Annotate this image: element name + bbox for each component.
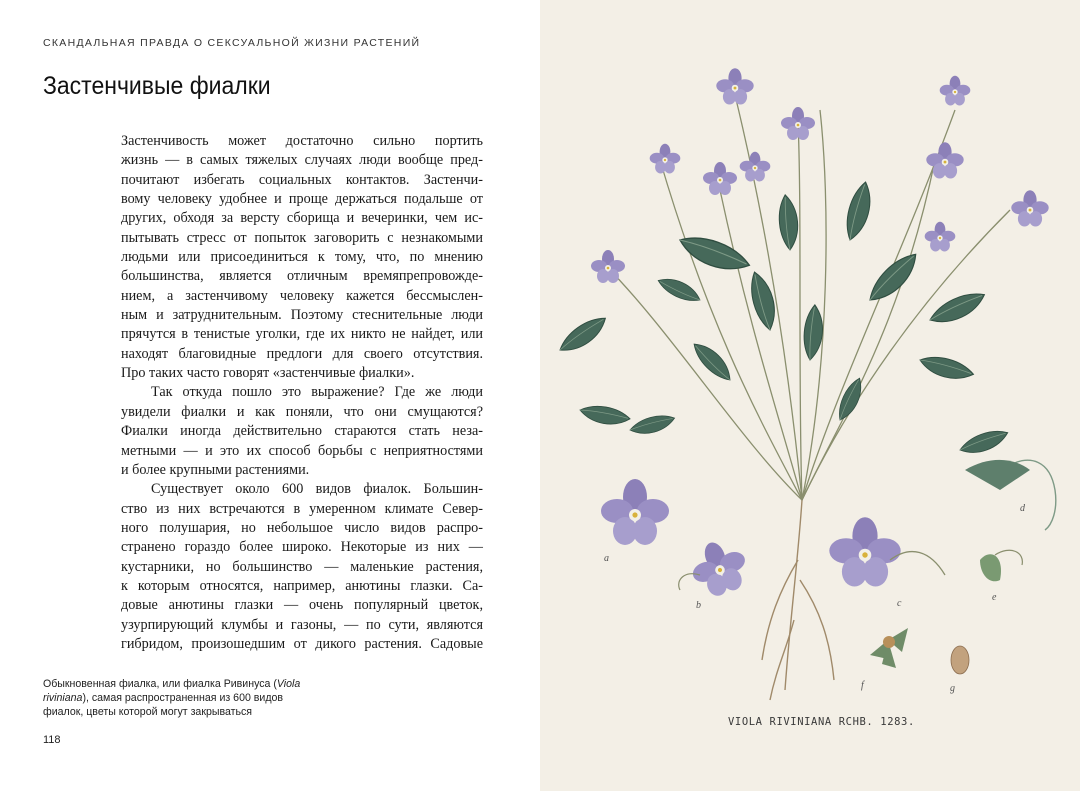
caption-line <box>43 691 284 705</box>
caption-text: Обыкновенная фиалка, или фиалка Ривинуса ( <box>43 678 277 690</box>
body-text <box>121 132 483 654</box>
detail-figure-c <box>829 517 945 586</box>
body-line: увидели фиалки и как поняли, что они смущаются? <box>121 403 483 420</box>
figure-letter-f: f <box>861 680 864 691</box>
leaves <box>555 180 1011 457</box>
flowers <box>591 68 1049 283</box>
body-line: прячутся в тенистые уголки, где их никто не найдет, или <box>121 326 483 343</box>
right-page <box>540 0 1080 791</box>
body-line: большинства, является отличным времяпрепровожде- <box>121 268 483 285</box>
body-line: Так откуда пошло это выражение? Где же люди <box>151 384 483 401</box>
body-line: жизнь — в самых тяжелых случаях люди вообще пред- <box>121 152 483 169</box>
body-line: узурпирующий клумбы и газоны, — по сути, являются <box>121 616 483 633</box>
body-line: почитают избегать социальных контактов. Застенчи- <box>121 171 483 188</box>
figure-caption <box>43 677 301 719</box>
detail-figure-g <box>951 646 969 674</box>
body-line: других, обходя за версту сборища и вечеринки, чем ис- <box>121 210 483 227</box>
detail-figure-f <box>870 628 908 668</box>
caption-latin-name: riviniana <box>43 692 83 704</box>
detail-figure-b <box>679 534 754 602</box>
page-number: 118 <box>43 734 61 746</box>
body-line: Застенчивость может достаточно сильно портить <box>121 133 483 149</box>
figure-letter-e: e <box>992 592 997 603</box>
body-line: нием, а застенчивому человеку кажется бессмыслен- <box>121 287 483 304</box>
body-line: Существует около 600 видов фиалок. Большин- <box>151 481 483 498</box>
body-line: метными — и это их способ борьбы с неприятностями <box>121 442 483 459</box>
body-line: ным и затруднительным. Поэтому стеснительные люди <box>121 307 483 324</box>
body-line: людьми или присоединиться к тому, что, по мнению <box>121 249 483 266</box>
body-line: кустарники, но большинство — маленькие растения, <box>121 558 483 575</box>
body-line: ного полушария, но небольшое число видов распро- <box>121 519 483 536</box>
body-line: и более крупными растениями. <box>121 461 310 478</box>
figure-letter-c: c <box>897 598 902 609</box>
violet-illustration <box>540 0 1080 791</box>
detail-figure-a <box>601 479 669 545</box>
body-line: к которым относятся, например, анютины глазки. Са- <box>121 577 483 594</box>
body-line: довые анютины глазки — очень популярный цветок, <box>121 597 483 614</box>
body-line: вому человеку удобнее и проще держаться подальше от <box>121 191 483 208</box>
body-line: ство из них встречаются в умеренном климате Север- <box>121 500 483 517</box>
caption-text: ), самая распространенная из 600 видов <box>82 692 284 704</box>
chapter-title: Застенчивые фиалки <box>43 72 271 100</box>
plate-label: VIOLA RIVINIANA RCHB. 1283. <box>728 716 915 728</box>
caption-latin-name: Viola <box>276 678 301 690</box>
figure-letter-a: a <box>604 553 609 564</box>
running-head: СКАНДАЛЬНАЯ ПРАВДА О СЕКСУАЛЬНОЙ ЖИЗНИ РАСТЕНИЙ <box>43 37 421 49</box>
figure-letter-g: g <box>950 683 955 694</box>
figure-letter-b: b <box>696 600 701 611</box>
body-line: странено гораздо более широко. Некоторые из них — <box>121 539 483 556</box>
caption-line: фиалок, цветы которой могут закрываться <box>43 706 253 718</box>
body-line: пытывать стресс от попыток заговорить с незнакомыми <box>121 229 483 246</box>
body-line: Фиалки иногда действительно стараются стать неза- <box>121 423 483 440</box>
body-line: гибридом, произошедшим от дикого растения. Садовые <box>121 635 483 652</box>
caption-line <box>43 677 301 691</box>
roots <box>762 500 834 700</box>
detail-figure-e <box>980 550 1022 581</box>
body-line: находят благовидные предлоги для своего отсутствия. <box>121 345 483 362</box>
detail-figure-d <box>965 460 1056 530</box>
figure-letter-d: d <box>1020 503 1025 514</box>
body-line: Про таких часто говорят «застенчивые фиалки». <box>121 365 415 382</box>
